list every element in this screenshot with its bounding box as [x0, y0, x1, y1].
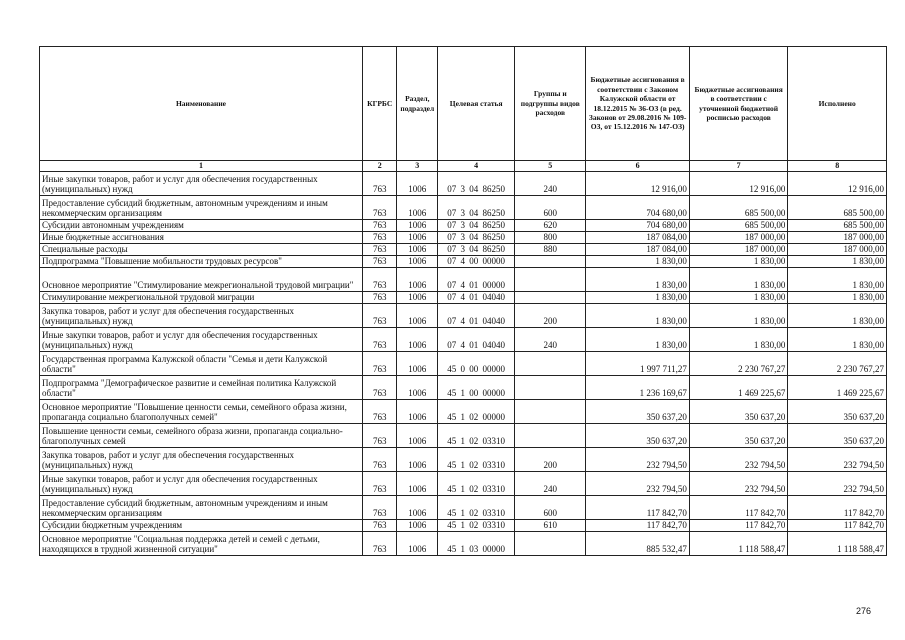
table-row — [40, 292, 887, 304]
row-kgrbs-cell: 763 — [362, 376, 397, 400]
row-executed-cell: 12 916,00 — [788, 172, 887, 196]
row-executed-cell: 2 230 767,27 — [788, 352, 887, 376]
page-number: 276 — [855, 606, 871, 616]
table-row — [40, 352, 887, 376]
row-budget-revised-cell: 117 842,70 — [689, 520, 788, 532]
row-name-cell: Иные бюджетные ассигнования — [40, 232, 363, 244]
row-section-cell: 1006 — [397, 424, 438, 448]
row-budget-law-cell: 1 830,00 — [586, 268, 690, 292]
row-executed-cell: 1 830,00 — [788, 292, 887, 304]
table-row — [40, 400, 887, 424]
row-section-cell: 1006 — [397, 172, 438, 196]
row-kgrbs-cell: 763 — [362, 328, 397, 352]
row-kgrbs-cell: 763 — [362, 244, 397, 256]
table-row — [40, 472, 887, 496]
row-budget-law-cell: 117 842,70 — [586, 520, 690, 532]
row-section-cell: 1006 — [397, 256, 438, 268]
table-row — [40, 448, 887, 472]
column-number: 3 — [397, 161, 438, 172]
row-expense-type-cell — [515, 352, 586, 376]
row-budget-law-cell: 232 794,50 — [586, 448, 690, 472]
row-budget-revised-cell: 1 118 588,47 — [689, 532, 788, 556]
row-section-cell: 1006 — [397, 376, 438, 400]
row-section-cell: 1006 — [397, 352, 438, 376]
header-section: Раздел, подраздел — [397, 47, 438, 161]
row-section-cell: 1006 — [397, 520, 438, 532]
row-budget-revised-cell: 1 830,00 — [689, 328, 788, 352]
row-name-cell: Основное мероприятие "Стимулирование межрегиональной трудовой миграции" — [40, 268, 363, 292]
row-budget-revised-cell: 1 830,00 — [689, 304, 788, 328]
row-name-cell: Основное мероприятие "Повышение ценности семьи, семейного образа жизни, пропаганда социально благополучных семей" — [40, 400, 363, 424]
row-kgrbs-cell: 763 — [362, 292, 397, 304]
header-row — [40, 47, 887, 161]
table-row — [40, 196, 887, 220]
row-executed-cell: 685 500,00 — [788, 196, 887, 220]
row-expense-type-cell: 240 — [515, 172, 586, 196]
row-section-cell: 1006 — [397, 496, 438, 520]
row-budget-revised-cell: 12 916,00 — [689, 172, 788, 196]
row-executed-cell: 1 830,00 — [788, 256, 887, 268]
row-section-cell: 1006 — [397, 304, 438, 328]
row-executed-cell: 187 000,00 — [788, 232, 887, 244]
row-name-cell: Подпрограмма "Демографическое развитие и семейная политика Калужской области" — [40, 376, 363, 400]
row-budget-revised-cell: 187 000,00 — [689, 244, 788, 256]
header-budget-revised: Бюджетные ассигнования в соответствии с уточненной бюджетной росписью расходов — [689, 47, 788, 161]
column-number-row — [40, 161, 887, 172]
row-target-article-cell: 45 1 02 03310 — [438, 472, 515, 496]
table-row — [40, 244, 887, 256]
budget-table — [39, 46, 887, 556]
row-section-cell: 1006 — [397, 292, 438, 304]
row-budget-revised-cell: 187 000,00 — [689, 232, 788, 244]
column-number: 6 — [586, 161, 690, 172]
column-number: 7 — [689, 161, 788, 172]
table-row — [40, 532, 887, 556]
row-budget-revised-cell: 1 830,00 — [689, 268, 788, 292]
row-name-cell: Основное мероприятие "Социальная поддержка детей и семей с детьми, находящихся в трудной жизненной ситуации" — [40, 532, 363, 556]
row-executed-cell: 187 000,00 — [788, 244, 887, 256]
row-kgrbs-cell: 763 — [362, 472, 397, 496]
row-expense-type-cell: 240 — [515, 472, 586, 496]
row-budget-revised-cell: 685 500,00 — [689, 220, 788, 232]
row-budget-revised-cell: 1 830,00 — [689, 256, 788, 268]
column-number: 1 — [40, 161, 363, 172]
row-target-article-cell: 07 4 01 04040 — [438, 304, 515, 328]
row-budget-law-cell: 12 916,00 — [586, 172, 690, 196]
table-row — [40, 304, 887, 328]
row-expense-type-cell: 200 — [515, 448, 586, 472]
row-section-cell: 1006 — [397, 328, 438, 352]
row-kgrbs-cell: 763 — [362, 172, 397, 196]
row-expense-type-cell — [515, 268, 586, 292]
row-expense-type-cell — [515, 532, 586, 556]
row-expense-type-cell: 240 — [515, 328, 586, 352]
row-target-article-cell: 07 3 04 86250 — [438, 196, 515, 220]
header-expense-type: Группы и подгруппы видов расходов — [515, 47, 586, 161]
row-name-cell: Стимулирование межрегиональной трудовой миграции — [40, 292, 363, 304]
table-row — [40, 424, 887, 448]
row-expense-type-cell — [515, 424, 586, 448]
row-expense-type-cell: 800 — [515, 232, 586, 244]
row-kgrbs-cell: 763 — [362, 532, 397, 556]
row-budget-revised-cell: 117 842,70 — [689, 496, 788, 520]
row-name-cell: Субсидии автономным учреждениям — [40, 220, 363, 232]
row-target-article-cell: 07 3 04 86250 — [438, 232, 515, 244]
row-target-article-cell: 07 3 04 86250 — [438, 220, 515, 232]
row-budget-law-cell: 350 637,20 — [586, 400, 690, 424]
row-budget-law-cell: 885 532,47 — [586, 532, 690, 556]
row-expense-type-cell — [515, 292, 586, 304]
row-target-article-cell: 07 4 01 00000 — [438, 268, 515, 292]
row-name-cell: Повышение ценности семьи, семейного образа жизни, пропаганда социально-благополучных семей — [40, 424, 363, 448]
row-budget-law-cell: 117 842,70 — [586, 496, 690, 520]
row-budget-law-cell: 1 830,00 — [586, 304, 690, 328]
row-executed-cell: 117 842,70 — [788, 496, 887, 520]
row-expense-type-cell: 600 — [515, 496, 586, 520]
row-target-article-cell: 45 1 02 03310 — [438, 496, 515, 520]
row-target-article-cell: 45 1 02 03310 — [438, 448, 515, 472]
table-row — [40, 220, 887, 232]
row-target-article-cell: 07 4 00 00000 — [438, 256, 515, 268]
table-row — [40, 232, 887, 244]
row-executed-cell: 117 842,70 — [788, 520, 887, 532]
row-section-cell: 1006 — [397, 532, 438, 556]
row-budget-law-cell: 350 637,20 — [586, 424, 690, 448]
row-name-cell: Закупка товаров, работ и услуг для обеспечения государственных (муниципальных) нужд — [40, 304, 363, 328]
row-target-article-cell: 45 1 02 00000 — [438, 400, 515, 424]
row-budget-revised-cell: 685 500,00 — [689, 196, 788, 220]
row-section-cell: 1006 — [397, 244, 438, 256]
row-target-article-cell: 45 1 02 03310 — [438, 424, 515, 448]
row-expense-type-cell — [515, 256, 586, 268]
row-executed-cell: 350 637,20 — [788, 424, 887, 448]
row-budget-revised-cell: 350 637,20 — [689, 400, 788, 424]
row-target-article-cell: 45 1 02 03310 — [438, 520, 515, 532]
row-executed-cell: 232 794,50 — [788, 472, 887, 496]
row-budget-revised-cell: 232 794,50 — [689, 448, 788, 472]
row-kgrbs-cell: 763 — [362, 220, 397, 232]
row-target-article-cell: 07 4 01 04040 — [438, 292, 515, 304]
column-number: 8 — [788, 161, 887, 172]
row-kgrbs-cell: 763 — [362, 304, 397, 328]
row-executed-cell: 1 830,00 — [788, 268, 887, 292]
row-name-cell: Предоставление субсидий бюджетным, автономным учреждениям и иным некоммерческим организациям — [40, 496, 363, 520]
row-target-article-cell: 07 4 01 04040 — [438, 328, 515, 352]
table-row — [40, 268, 887, 292]
row-section-cell: 1006 — [397, 472, 438, 496]
header-executed: Исполнено — [788, 47, 887, 161]
row-kgrbs-cell: 763 — [362, 448, 397, 472]
row-budget-law-cell: 1 997 711,27 — [586, 352, 690, 376]
row-target-article-cell: 45 1 00 00000 — [438, 376, 515, 400]
row-name-cell: Субсидии бюджетным учреждениям — [40, 520, 363, 532]
row-budget-revised-cell: 2 230 767,27 — [689, 352, 788, 376]
table-row — [40, 376, 887, 400]
row-expense-type-cell: 610 — [515, 520, 586, 532]
row-section-cell: 1006 — [397, 448, 438, 472]
row-budget-revised-cell: 232 794,50 — [689, 472, 788, 496]
header-kgrbs: КГРБС — [362, 47, 397, 161]
row-section-cell: 1006 — [397, 232, 438, 244]
row-kgrbs-cell: 763 — [362, 196, 397, 220]
row-section-cell: 1006 — [397, 400, 438, 424]
row-name-cell: Иные закупки товаров, работ и услуг для обеспечения государственных (муниципальных) нужд — [40, 328, 363, 352]
table-row — [40, 328, 887, 352]
row-target-article-cell: 45 0 00 00000 — [438, 352, 515, 376]
row-name-cell: Закупка товаров, работ и услуг для обеспечения государственных (муниципальных) нужд — [40, 448, 363, 472]
row-expense-type-cell: 620 — [515, 220, 586, 232]
row-kgrbs-cell: 763 — [362, 424, 397, 448]
row-name-cell: Предоставление субсидий бюджетным, автономным учреждениям и иным некоммерческим организациям — [40, 196, 363, 220]
row-expense-type-cell: 200 — [515, 304, 586, 328]
header-target-article: Целевая статья — [438, 47, 515, 161]
row-kgrbs-cell: 763 — [362, 232, 397, 244]
row-kgrbs-cell: 763 — [362, 400, 397, 424]
row-budget-revised-cell: 1 830,00 — [689, 292, 788, 304]
table-row — [40, 496, 887, 520]
table-row — [40, 256, 887, 268]
row-name-cell: Государственная программа Калужской области "Семья и дети Калужской области" — [40, 352, 363, 376]
row-kgrbs-cell: 763 — [362, 268, 397, 292]
row-budget-revised-cell: 1 469 225,67 — [689, 376, 788, 400]
row-executed-cell: 350 637,20 — [788, 400, 887, 424]
row-executed-cell: 232 794,50 — [788, 448, 887, 472]
row-budget-law-cell: 232 794,50 — [586, 472, 690, 496]
row-kgrbs-cell: 763 — [362, 256, 397, 268]
row-budget-law-cell: 704 680,00 — [586, 196, 690, 220]
column-number: 5 — [515, 161, 586, 172]
row-target-article-cell: 07 3 04 86250 — [438, 244, 515, 256]
row-section-cell: 1006 — [397, 268, 438, 292]
row-budget-law-cell: 704 680,00 — [586, 220, 690, 232]
row-budget-law-cell: 1 830,00 — [586, 256, 690, 268]
row-budget-law-cell: 1 830,00 — [586, 292, 690, 304]
row-executed-cell: 1 469 225,67 — [788, 376, 887, 400]
row-expense-type-cell — [515, 376, 586, 400]
row-budget-law-cell: 1 830,00 — [586, 328, 690, 352]
column-number: 2 — [362, 161, 397, 172]
table-row — [40, 172, 887, 196]
row-kgrbs-cell: 763 — [362, 520, 397, 532]
row-section-cell: 1006 — [397, 196, 438, 220]
table-row — [40, 520, 887, 532]
row-kgrbs-cell: 763 — [362, 496, 397, 520]
column-number: 4 — [438, 161, 515, 172]
row-section-cell: 1006 — [397, 220, 438, 232]
row-name-cell: Иные закупки товаров, работ и услуг для обеспечения государственных (муниципальных) нужд — [40, 472, 363, 496]
row-expense-type-cell — [515, 400, 586, 424]
row-executed-cell: 1 830,00 — [788, 328, 887, 352]
row-expense-type-cell: 600 — [515, 196, 586, 220]
row-name-cell: Иные закупки товаров, работ и услуг для обеспечения государственных (муниципальных) нужд — [40, 172, 363, 196]
row-kgrbs-cell: 763 — [362, 352, 397, 376]
row-target-article-cell: 07 3 04 86250 — [438, 172, 515, 196]
row-executed-cell: 1 118 588,47 — [788, 532, 887, 556]
row-executed-cell: 685 500,00 — [788, 220, 887, 232]
row-target-article-cell: 45 1 03 00000 — [438, 532, 515, 556]
row-budget-law-cell: 1 236 169,67 — [586, 376, 690, 400]
row-budget-law-cell: 187 084,00 — [586, 244, 690, 256]
row-name-cell: Специальные расходы — [40, 244, 363, 256]
row-budget-revised-cell: 350 637,20 — [689, 424, 788, 448]
header-name: Наименование — [40, 47, 363, 161]
row-budget-law-cell: 187 084,00 — [586, 232, 690, 244]
row-name-cell: Подпрограмма "Повышение мобильности трудовых ресурсов" — [40, 256, 363, 268]
row-executed-cell: 1 830,00 — [788, 304, 887, 328]
header-budget-law: Бюджетные ассигнования в соответствии с Законом Калужской области от 18.12.2015 № 36-ОЗ (в ред. Законов от 29.08.2016 № 109-ОЗ, от 15.12.2016 № 147-ОЗ) — [586, 47, 690, 161]
table-body — [40, 172, 887, 556]
row-expense-type-cell: 880 — [515, 244, 586, 256]
